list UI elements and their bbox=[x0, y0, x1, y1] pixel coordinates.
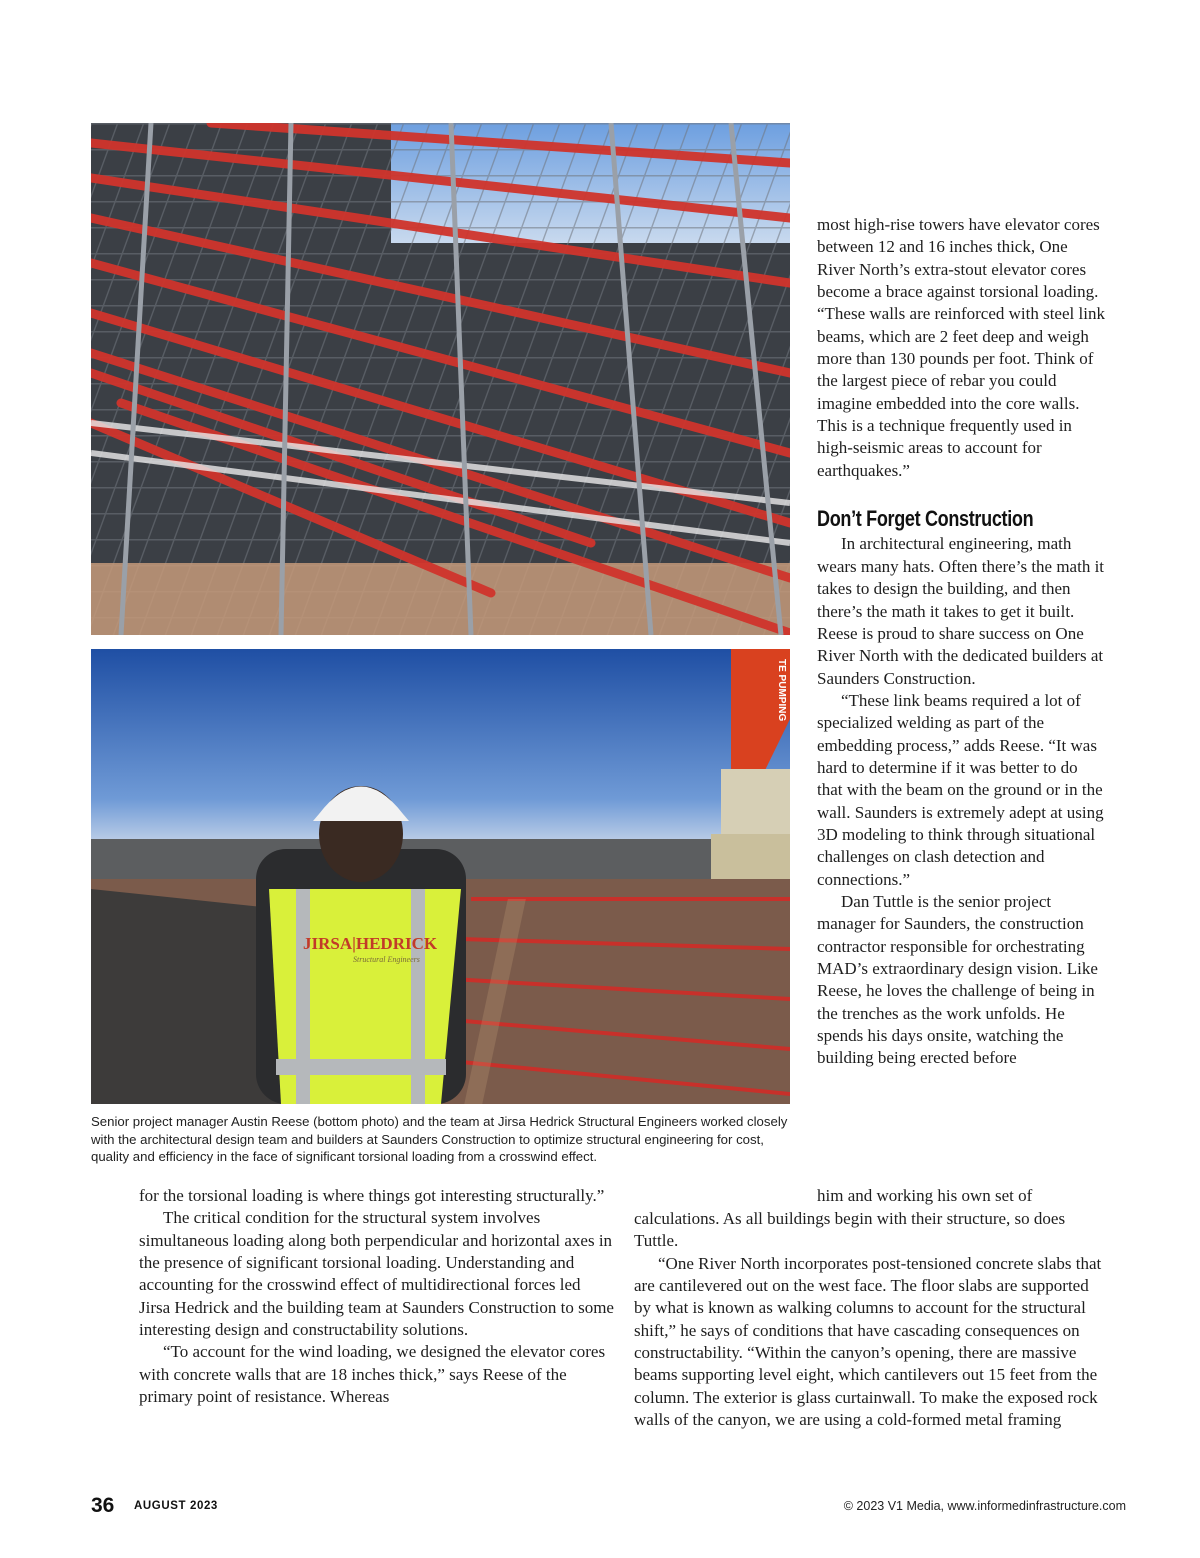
page-number: 36 bbox=[91, 1494, 115, 1517]
rebar-cage-photo bbox=[91, 123, 790, 635]
right-column bbox=[817, 214, 1107, 1070]
rebar-cage-illustration bbox=[91, 123, 790, 635]
left-paragraph-1: for the torsional loading is where things got interesting structurally.” bbox=[139, 1186, 605, 1205]
right-paragraph-3-tail: him and working his own set of bbox=[817, 1186, 1033, 1205]
left-paragraph-3: “To account for the wind loading, we designed the elevator cores with concrete walls that are 18 inches thick,” says Reese of the primary point of resistance. Whereas bbox=[139, 1342, 606, 1407]
right-paragraph-1: In architectural engineering, math wears many hats. Often there’s the math it takes to design the building, and then there’s the math it takes to get it built. Reese is proud to share success on One River North with the dedicated builders at Saunders Construction. bbox=[817, 534, 1105, 688]
right-column-intro: most high-rise towers have elevator cores between 12 and 16 inches thick, One River North’s extra-stout elevator cores become a brace against torsional loading. “These walls are reinforced with steel link beams, which are 2 feet deep and weigh more than 130 pounds per foot. Think of the largest piece of rebar you could imagine embedded into the core walls. This is a technique frequently used in high-seismic areas to account for earthquakes.” bbox=[817, 215, 1105, 480]
crane-label: TE PUMPING bbox=[776, 659, 787, 722]
left-paragraph-2: The critical condition for the structural system involves simultaneous loading along both perpendicular and horizontal axes in the presence of significant torsional loading. Understanding and accounting for the crosswind effect of multidirectional forces led Jirsa Hedrick and the building team at Saunders Construction to some interesting design and constructability solutions. bbox=[139, 1208, 614, 1340]
photo-caption: Senior project manager Austin Reese (bottom photo) and the team at Jirsa Hedrick Structural Engineers worked closely with the architectural design team and builders at Saunders Construction to optimize structural engineering for cost, quality and efficiency in the face of significant torsional loading from a crosswind effect. bbox=[91, 1114, 788, 1164]
issue-date: AUGUST 2023 bbox=[134, 1500, 218, 1512]
worker-on-roof-photo bbox=[91, 649, 790, 1104]
vest-logo-text: JIRSA|HEDRICK bbox=[303, 934, 438, 953]
right-paragraph-3: Dan Tuttle is the senior project manager for Saunders, the construction contractor responsible for orchestrating MAD’s extraordinary design vision. Like Reese, he loves the challenge of being in the trenches as the work unfolds. He spends his days onsite, watching the building being erected before bbox=[817, 891, 1098, 1068]
vest-logo-subtext: Structural Engineers bbox=[353, 955, 420, 964]
mid-paragraph-2: “One River North incorporates post-tensioned concrete slabs that are cantilevered out on the west face. The floor slabs are supported by what is known as walking columns to account for the structural shift,” he says of conditions that have cascading consequences on constructability. “Within the canyon’s opening, there are massive beams supporting level eight, which cantilevers out 15 feet from the column. The exterior is glass curtainwall. To make the exposed rock walls of the canyon, we are using a cold-formed metal framing bbox=[634, 1253, 1102, 1430]
right-paragraph-2: “These link beams required a lot of specialized welding as part of the embedding process,” adds Reese. “It was hard to determine if it was better to do that with the beam on the ground or in the wall. Saunders is extremely adept at using 3D modeling to think through situational challenges on clash detection and connections.” bbox=[817, 690, 1104, 889]
worker-on-roof-illustration bbox=[91, 649, 790, 1104]
mid-column bbox=[634, 1208, 1107, 1431]
left-column bbox=[139, 1185, 614, 1408]
section-subhead: Don’t Forget Construction bbox=[817, 506, 1034, 532]
mid-paragraph-1: calculations. As all buildings begin with their structure, so does Tuttle. bbox=[634, 1209, 1066, 1251]
copyright-notice: © 2023 V1 Media, www.informedinfrastructure.com bbox=[843, 1499, 1126, 1513]
